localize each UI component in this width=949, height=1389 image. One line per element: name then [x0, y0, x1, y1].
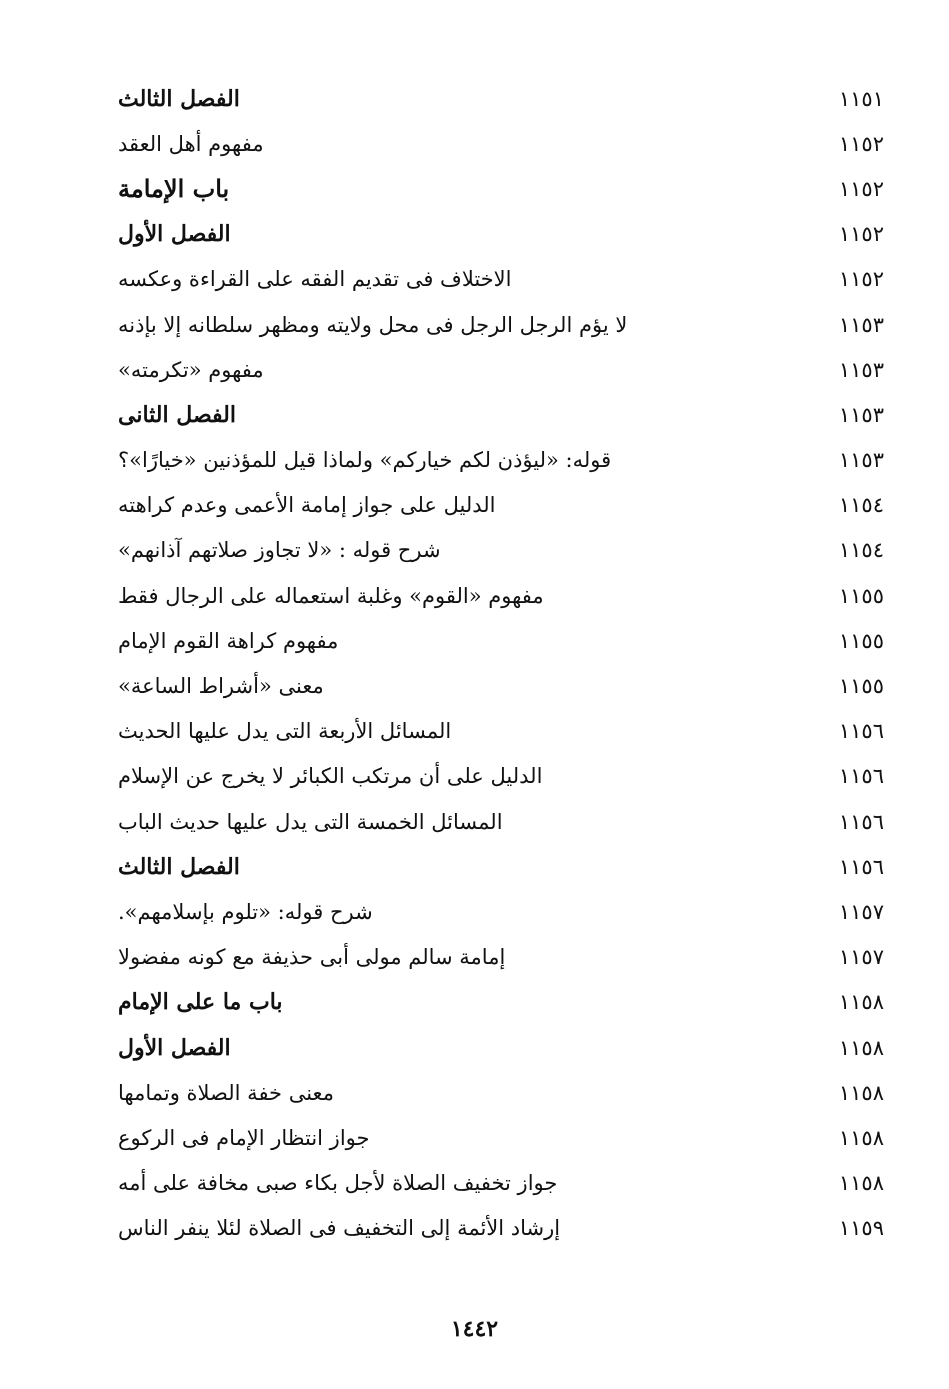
toc-entry [118, 1070, 884, 1115]
toc-entry-title: إرشاد الأئمة إلى التخفيف فى الصلاة لئلا ينفر الناس [118, 1216, 561, 1241]
toc-entry-title: الفصل الثانى [118, 401, 236, 428]
toc-entry [118, 212, 884, 257]
toc-entry-title: معنى «أشراط الساعة» [118, 674, 324, 699]
toc-entry-page-number: ١١٥٦ [838, 809, 884, 834]
toc-entry [118, 1161, 884, 1206]
toc-entry-page-number: ١١٥٨ [838, 1080, 884, 1105]
toc-entry-title: الفصل الأول [118, 221, 231, 248]
toc-entry-title: المسائل الأربعة التى يدل عليها الحديث [118, 719, 452, 744]
toc-entry [118, 980, 884, 1025]
toc-entry-title: مفهوم «تكرمته» [118, 357, 264, 382]
toc-entry-page-number: ١١٥٧ [838, 899, 884, 924]
toc-entry [118, 573, 884, 618]
toc-entry [118, 889, 884, 934]
toc-entry-title: جواز انتظار الإمام فى الركوع [118, 1125, 370, 1150]
toc-entry-page-number: ١١٥٢ [838, 222, 884, 247]
toc-entry [118, 754, 884, 799]
toc-entry [118, 438, 884, 483]
toc-entry [118, 76, 884, 121]
toc-entry-title: إمامة سالم مولى أبى حذيفة مع كونه مفضولا [118, 945, 506, 970]
toc-entry-title: مفهوم أهل العقد [118, 131, 264, 156]
toc-entry-page-number: ١١٥٢ [838, 131, 884, 156]
toc-entry [118, 392, 884, 437]
toc-entry-page-number: ١١٥٦ [838, 719, 884, 744]
toc-entry-page-number: ١١٥٣ [838, 402, 884, 427]
toc-entry-page-number: ١١٥٥ [838, 583, 884, 608]
toc-entry-page-number: ١١٥٤ [838, 538, 884, 563]
toc-entry-title: باب ما على الإمام [118, 989, 283, 1016]
toc-entry [118, 1115, 884, 1160]
toc-entry-title: الدليل على أن مرتكب الكبائر لا يخرج عن الإسلام [118, 764, 543, 789]
toc-entry [118, 663, 884, 708]
toc-entry [118, 257, 884, 302]
toc-entry-title: الفصل الثالث [118, 853, 240, 880]
toc-entry-page-number: ١١٥٩ [838, 1216, 884, 1241]
toc-entry-page-number: ١١٥٧ [838, 945, 884, 970]
toc-entry-title: باب الإمامة [118, 174, 230, 204]
toc-entry [118, 799, 884, 844]
toc-entry-page-number: ١١٥٥ [838, 628, 884, 653]
toc-entry-title: جواز تخفيف الصلاة لأجل بكاء صبى مخافة على أمه [118, 1171, 558, 1196]
toc-entry-title: شرح قوله : «لا تجاوز صلاتهم آذانهم» [118, 538, 441, 563]
toc-entry [118, 166, 884, 211]
toc-entry [118, 935, 884, 980]
toc-entry [118, 302, 884, 347]
toc-entry-page-number: ١١٥٣ [838, 357, 884, 382]
toc-entry-title: الدليل على جواز إمامة الأعمى وعدم كراهته [118, 493, 496, 518]
toc-entry-page-number: ١١٥٢ [838, 267, 884, 292]
toc-entry [118, 1025, 884, 1070]
toc-entry-title: مفهوم «القوم» وغلبة استعماله على الرجال فقط [118, 583, 544, 608]
toc-entry-title: الفصل الثالث [118, 85, 240, 112]
toc-entry [118, 347, 884, 392]
toc-entry-page-number: ١١٥٥ [838, 674, 884, 699]
toc-entry-page-number: ١١٥٢ [838, 176, 884, 201]
toc-entry-title: لا يؤم الرجل الرجل فى محل ولايته ومظهر سلطانه إلا بإذنه [118, 312, 628, 337]
toc-entry-page-number: ١١٥٣ [838, 448, 884, 473]
toc-entry [118, 844, 884, 889]
toc-entry-title: الاختلاف فى تقديم الفقه على القراءة وعكسه [118, 267, 512, 292]
toc-entry-title: معنى خفة الصلاة وتمامها [118, 1080, 334, 1105]
toc-entry-page-number: ١١٥١ [838, 86, 884, 111]
toc-entry [118, 1206, 884, 1251]
toc-entry-page-number: ١١٥٨ [838, 1171, 884, 1196]
toc-entry-title: شرح قوله: «تلوم بإسلامهم». [118, 899, 373, 924]
toc-entry-title: مفهوم كراهة القوم الإمام [118, 628, 339, 653]
toc-entry-page-number: ١١٥٦ [838, 764, 884, 789]
toc-entry-page-number: ١١٥٦ [838, 854, 884, 879]
toc-entry [118, 528, 884, 573]
toc-entry-title: الفصل الأول [118, 1034, 231, 1061]
toc-entry [118, 483, 884, 528]
toc-entry-title: المسائل الخمسة التى يدل عليها حديث الباب [118, 809, 503, 834]
toc-entry [118, 618, 884, 663]
toc-entry-page-number: ١١٥٨ [838, 990, 884, 1015]
table-of-contents [118, 76, 884, 1251]
toc-entry [118, 709, 884, 754]
toc-entry-page-number: ١١٥٣ [838, 312, 884, 337]
toc-entry-page-number: ١١٥٨ [838, 1125, 884, 1150]
toc-entry [118, 121, 884, 166]
toc-entry-title: قوله: «ليؤذن لكم خياركم» ولماذا قيل للمؤذنين «خيارًا»؟ [118, 448, 612, 473]
page-number: ١٤٤٢ [450, 1316, 499, 1342]
toc-entry-page-number: ١١٥٨ [838, 1035, 884, 1060]
toc-entry-page-number: ١١٥٤ [838, 493, 884, 518]
